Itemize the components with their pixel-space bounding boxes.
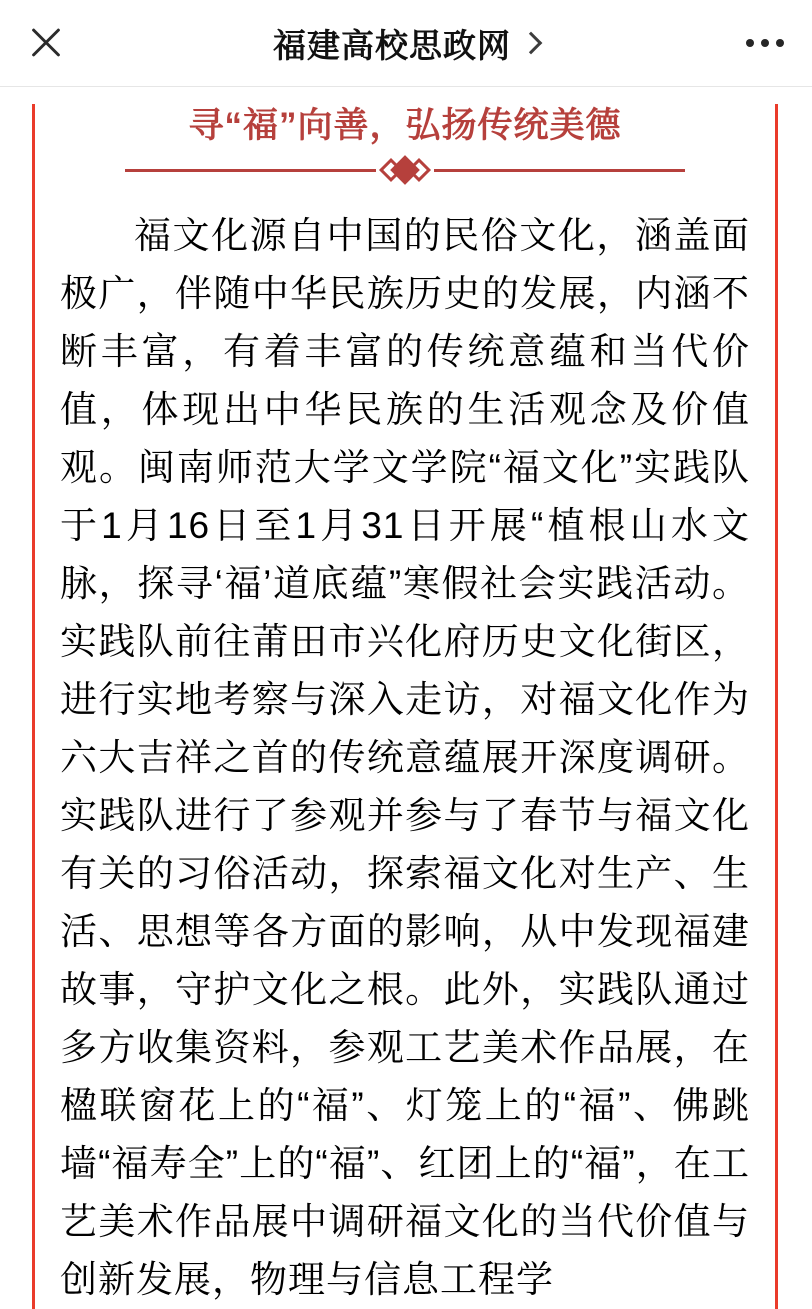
diamond-ornament-icon — [376, 153, 434, 187]
close-button[interactable] — [30, 27, 62, 59]
divider-line-left — [125, 169, 376, 172]
divider-line-right — [434, 169, 685, 172]
ellipsis-icon — [776, 39, 784, 47]
navbar — [0, 0, 812, 87]
more-menu-button[interactable] — [746, 30, 784, 56]
ellipsis-icon — [761, 39, 769, 47]
close-icon — [30, 27, 62, 59]
article-body: 福文化源自中国的民俗文化，涵盖面极广，伴随中华民族历史的发展，内涵不断丰富，有着丰富的传统意蕴和当代价值，体现出中华民族的生活观念及价值观。闽南师范大学文学院“福文化”实践队于1月16日至1月31日开展“植根山水文脉，探寻‘福’道底蕴”寒假社会实践活动。实践队前往莆田市兴化府历史文化街区，进行实地考察与深入走访，对福文化作为六大吉祥之首的传统意蕴展开深度调研。实践队进行了参观并参与了春节与福文化有关的习俗活动，探索福文化对生产、生活、思想等各方面的影响，从中发现福建故事，守护文化之根。此外，实践队通过多方收集资料，参观工艺美术作品展，在楹联窗花上的“福”、灯笼上的“福”、佛跳墙“福寿全”上的“福”、红团上的“福”，在工艺美术作品展中调研福文化的当代价值与创新发展，物理与信息工程学 — [60, 215, 750, 1300]
article-frame — [32, 104, 778, 1309]
chevron-right-icon — [520, 32, 543, 55]
ellipsis-icon — [746, 39, 754, 47]
official-account-title: 福建高校思政网 — [273, 26, 511, 64]
ornament-divider — [125, 153, 685, 187]
official-account-link[interactable] — [273, 20, 539, 67]
article-title: 寻“福”向善，弘扬传统美德 — [188, 106, 622, 145]
